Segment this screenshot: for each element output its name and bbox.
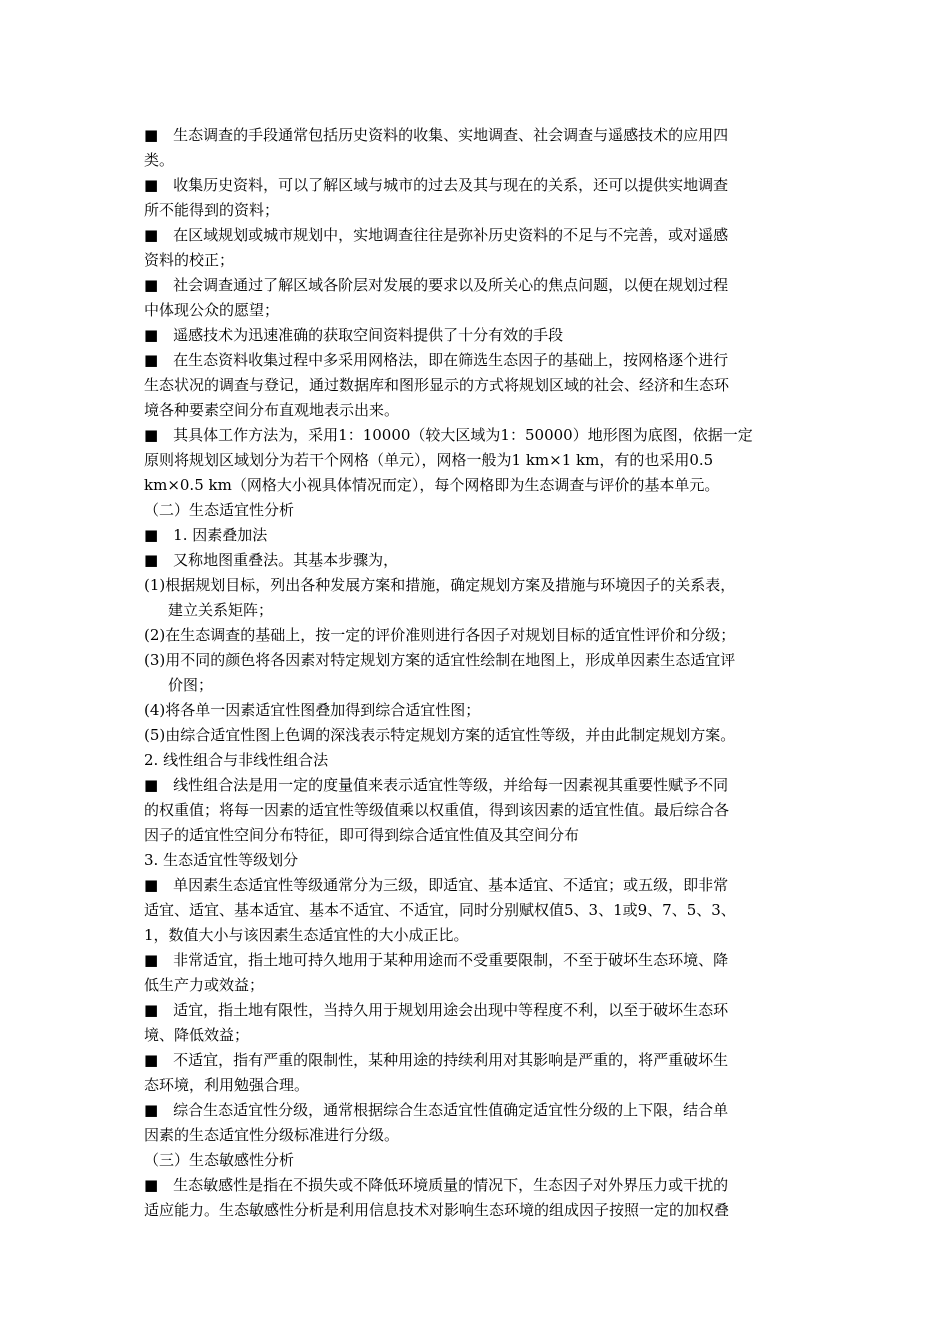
text-line: 适应能力。生态敏感性分析是利用信息技术对影响生态环境的组成因子按照一定的加权叠 (144, 1201, 730, 1219)
text-line: 因素的生态适宜性分级标准进行分级。 (144, 1126, 400, 1144)
text-line: 态环境，利用勉强合理。 (144, 1076, 310, 1094)
text-line: ■ 又称地图重叠法。其基本步骤为， (144, 551, 399, 569)
text-line: ■ 1. 因素叠加法 (144, 526, 268, 544)
text-line: 因子的适宜性空间分布特征，即可得到综合适宜性值及其空间分布 (144, 826, 580, 844)
text-line: 原则将规划区域划分为若干个网格（单元），网格一般为1 km×1 km，有的也采用0.5 (144, 451, 714, 469)
text-line: 类。 (144, 151, 175, 169)
text-line: ■ 生态调查的手段通常包括历史资料的收集、实地调查、社会调查与遥感技术的应用四 (144, 126, 729, 144)
text-line: (2)在生态调查的基础上，按一定的评价准则进行各因子对规划目标的适宜性评价和分级； (144, 626, 736, 644)
text-line: (3)用不同的颜色将各因素对特定规划方案的适宜性绘制在地图上，形成单因素生态适宜评 (144, 651, 736, 669)
text-line: (4)将各单一因素适宜性图叠加得到综合适宜性图； (144, 701, 481, 719)
text-line: （三）生态敏感性分析 (144, 1151, 295, 1169)
text-line: ■ 在区域规划或城市规划中，实地调查往往是弥补历史资料的不足与不完善，或对遥感 (144, 226, 729, 244)
text-line: 1，数值大小与该因素生态适宜性的大小成正比。 (144, 926, 469, 944)
text-line: km×0.5 km（网格大小视具体情况而定），每个网格即为生态调查与评价的基本单元。 (144, 476, 720, 494)
text-line: 中体现公众的愿望； (144, 301, 280, 319)
text-line: 价图； (168, 676, 214, 694)
text-line: ■ 不适宜，指有严重的限制性，某种用途的持续利用对其影响是严重的，将严重破坏生 (144, 1051, 729, 1069)
document-body (144, 123, 804, 1223)
text-line: 的权重值；将每一因素的适宜性等级值乘以权重值，得到该因素的适宜性值。最后综合各 (144, 801, 730, 819)
text-line: 资料的校正； (144, 251, 235, 269)
text-line: ■ 生态敏感性是指在不损失或不降低环境质量的情况下，生态因子对外界压力或干扰的 (144, 1176, 729, 1194)
text-line: 低生产力或效益； (144, 976, 265, 994)
text-line: (5)由综合适宜性图上色调的深浅表示特定规划方案的适宜性等级，并由此制定规划方案。 (144, 726, 736, 744)
text-line: ■ 社会调查通过了解区域各阶层对发展的要求以及所关心的焦点问题，以便在规划过程 (144, 276, 729, 294)
text-line: ■ 在生态资料收集过程中多采用网格法，即在筛选生态因子的基础上，按网格逐个进行 (144, 351, 729, 369)
text-line: 适宜、适宜、基本适宜、基本不适宜、不适宜，同时分别赋权值5、3、1或9、7、5、3、 (144, 901, 736, 919)
text-line: 所不能得到的资料； (144, 201, 280, 219)
text-line: ■ 遥感技术为迅速准确的获取空间资料提供了十分有效的手段 (144, 326, 564, 344)
text-line: 3. 生态适宜性等级划分 (144, 851, 299, 869)
text-line: ■ 适宜，指土地有限性，当持久用于规划用途会出现中等程度不利，以至于破坏生态环 (144, 1001, 729, 1019)
text-line: ■ 单因素生态适宜性等级通常分为三级，即适宜、基本适宜、不适宜；或五级，即非常 (144, 876, 729, 894)
text-line: 境、降低效益； (144, 1026, 250, 1044)
text-line: （二）生态适宜性分析 (144, 501, 295, 519)
text-line: 建立关系矩阵； (168, 601, 274, 619)
text-line: ■ 非常适宜，指土地可持久地用于某种用途而不受重要限制，不至于破坏生态环境、降 (144, 951, 729, 969)
text-line: ■ 收集历史资料，可以了解区域与城市的过去及其与现在的关系，还可以提供实地调查 (144, 176, 729, 194)
text-line: 2. 线性组合与非线性组合法 (144, 751, 329, 769)
text-line: (1)根据规划目标，列出各种发展方案和措施，确定规划方案及措施与环境因子的关系表， (144, 576, 736, 594)
text-line: ■ 其具体工作方法为，采用1：10000（较大区域为1：50000）地形图为底图，依据一定 (144, 426, 753, 444)
text-line: ■ 综合生态适宜性分级，通常根据综合生态适宜性值确定适宜性分级的上下限，结合单 (144, 1101, 729, 1119)
text-line: ■ 线性组合法是用一定的度量值来表示适宜性等级，并给每一因素视其重要性赋予不同 (144, 776, 729, 794)
text-line: 境各种要素空间分布直观地表示出来。 (144, 401, 400, 419)
text-line: 生态状况的调查与登记，通过数据库和图形显示的方式将规划区域的社会、经济和生态环 (144, 376, 730, 394)
